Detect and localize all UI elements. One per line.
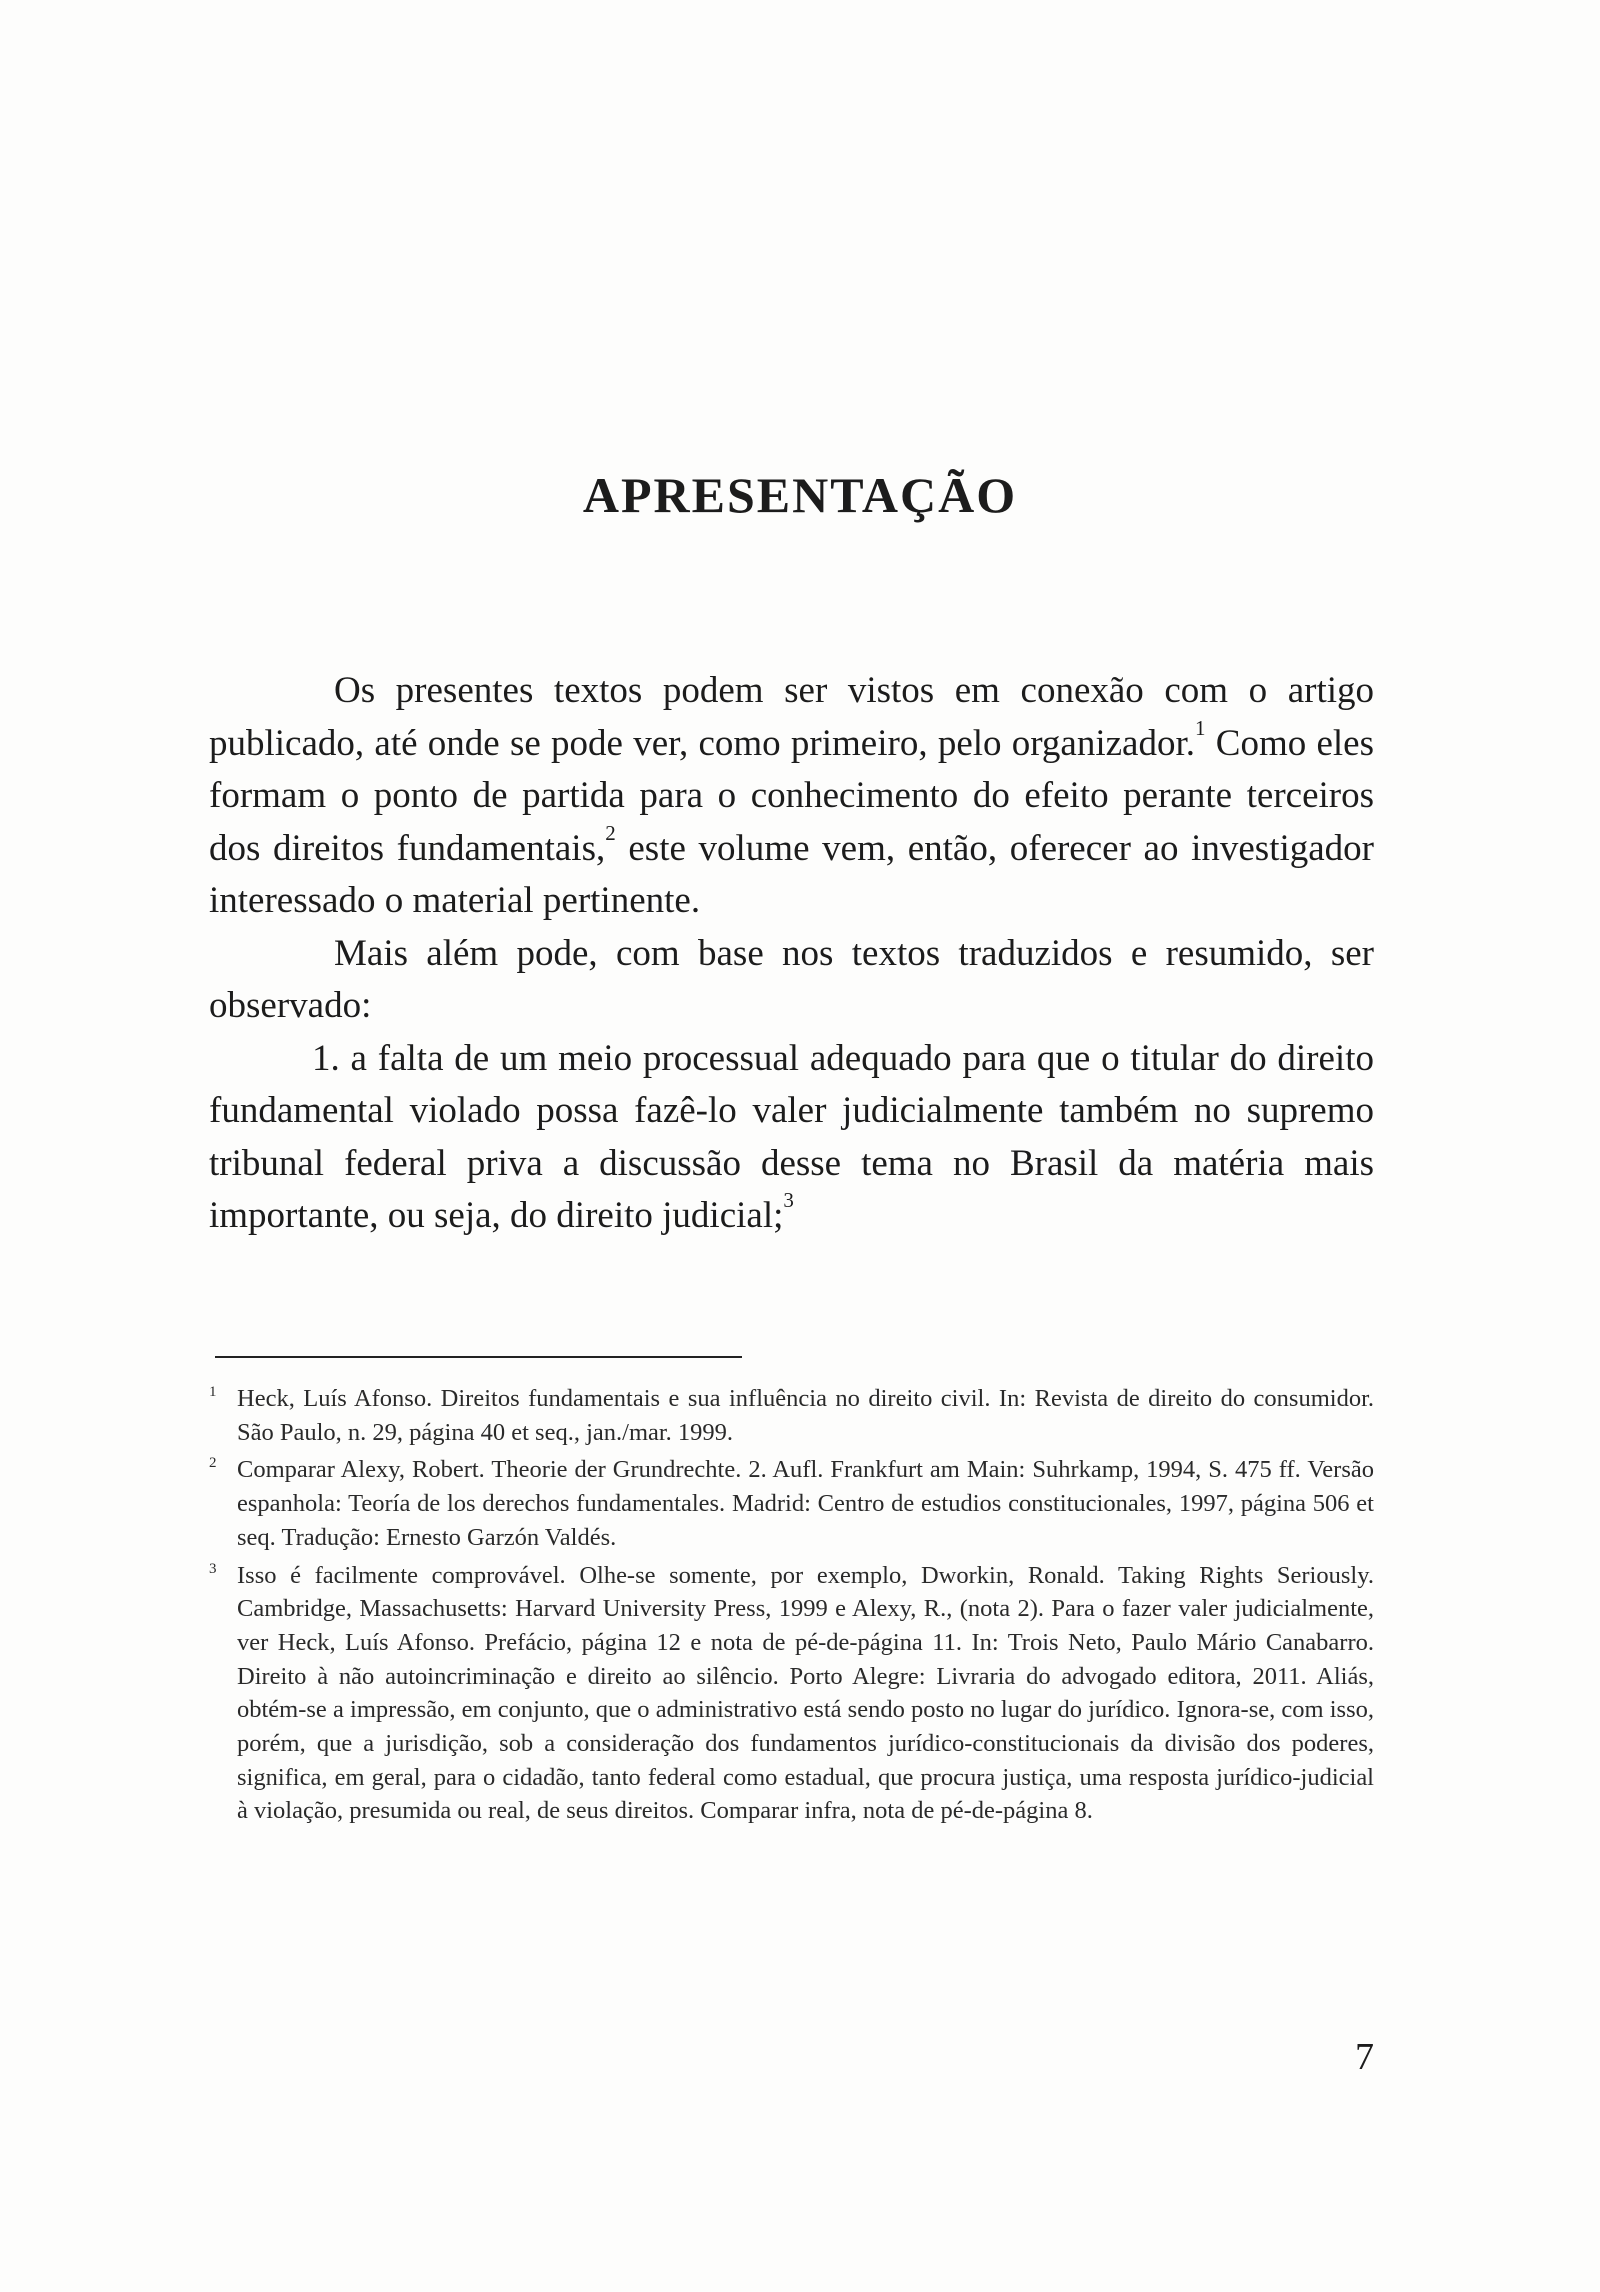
footnote-divider xyxy=(215,1356,742,1358)
footnote-3-text: Isso é facilmente comprovável. Olhe-se somente, por exemplo, Dworkin, Ronald. Taking Rights Seriously. Cambridge, Massachusetts: Harvard University Press, 1999 e Alexy, R., (nota 2). Para o fazer valer judicialmente, ver Heck, Luís Afonso. Prefácio, página 12 e nota de pé-de-página 11. In: Trois Neto, Paulo Mário Canabarro. Direito à não autoincriminação e direito ao silêncio. Porto Alegre: Livraria do advogado editora, 2011. Aliás, obtém-se a impressão, em conjunto, que o administrativo está sendo posto no lugar do jurídico. Ignora-se, com isso, porém, que a jurisdição, sob a consideração dos fundamentos jurídico-constitucionais da divisão dos poderes, significa, em geral, para o cidadão, tanto federal como estadual, que procura justiça, uma resposta jurídico-judicial à violação, presumida ou real, de seus direitos. Comparar infra, nota de pé-de-página 8. xyxy=(237,1561,1374,1825)
paragraph-1-part-a: Os presentes textos podem ser vistos em conexão com o artigo publicado, até onde se pode ver, como primeiro, pelo organizador. xyxy=(209,670,1374,764)
footnote-1-number: 1 xyxy=(209,1384,217,1400)
paragraph-2: Mais além pode, com base nos textos traduzidos e resumido, ser observado: xyxy=(209,932,1374,1026)
footnote-3-number: 3 xyxy=(209,1560,217,1577)
footnotes xyxy=(209,1382,1374,1832)
footnote-3 xyxy=(209,1559,1374,1829)
footnote-2-text: Comparar Alexy, Robert. Theorie der Grundrechte. 2. Aufl. Frankfurt am Main: Suhrkamp, 1994, S. 475 ff. Versão espanhola: Teoría de los derechos fundamentales. Madrid: Centro de estudios constitucionales, 1997, página 506 et seq. Tradução: Ernesto Garzón Valdés. xyxy=(237,1456,1374,1551)
page-number: 7 xyxy=(1355,2036,1374,2078)
footnote-2 xyxy=(209,1453,1374,1554)
footnote-ref-1[interactable]: 1 xyxy=(1195,715,1206,740)
main-text xyxy=(209,665,1374,1243)
paragraph-1 xyxy=(209,665,1374,928)
paragraph-1-part-c: este volume vem, então, oferecer ao investigador interessado o material pertinente. xyxy=(209,827,1374,921)
paragraph-1-part-b: Como eles formam o ponto de partida para o conhecimento do efeito perante terceiros dos direitos fundamentais, xyxy=(209,722,1375,869)
list-item-1-text: 1. a falta de um meio processual adequado para que o titular do direito fundamental violado possa fazê-lo valer judicialmente também no supremo tribunal federal priva a discussão desse tema no Brasil da matéria mais importante, ou seja, do direito judicial; xyxy=(209,1037,1374,1236)
footnote-1-text: Heck, Luís Afonso. Direitos fundamentais e sua influência no direito civil. In: Revista de direito do consumidor. São Paulo, n. 29, página 40 et seq., jan./mar. 1999. xyxy=(237,1385,1374,1446)
page-title: APRESENTAÇÃO xyxy=(582,467,1018,523)
list-item-1 xyxy=(209,1033,1374,1243)
footnote-ref-3[interactable]: 3 xyxy=(783,1188,794,1212)
footnote-2-number: 2 xyxy=(209,1455,217,1472)
footnote-ref-2[interactable]: 2 xyxy=(605,820,616,845)
footnote-1 xyxy=(209,1382,1374,1449)
